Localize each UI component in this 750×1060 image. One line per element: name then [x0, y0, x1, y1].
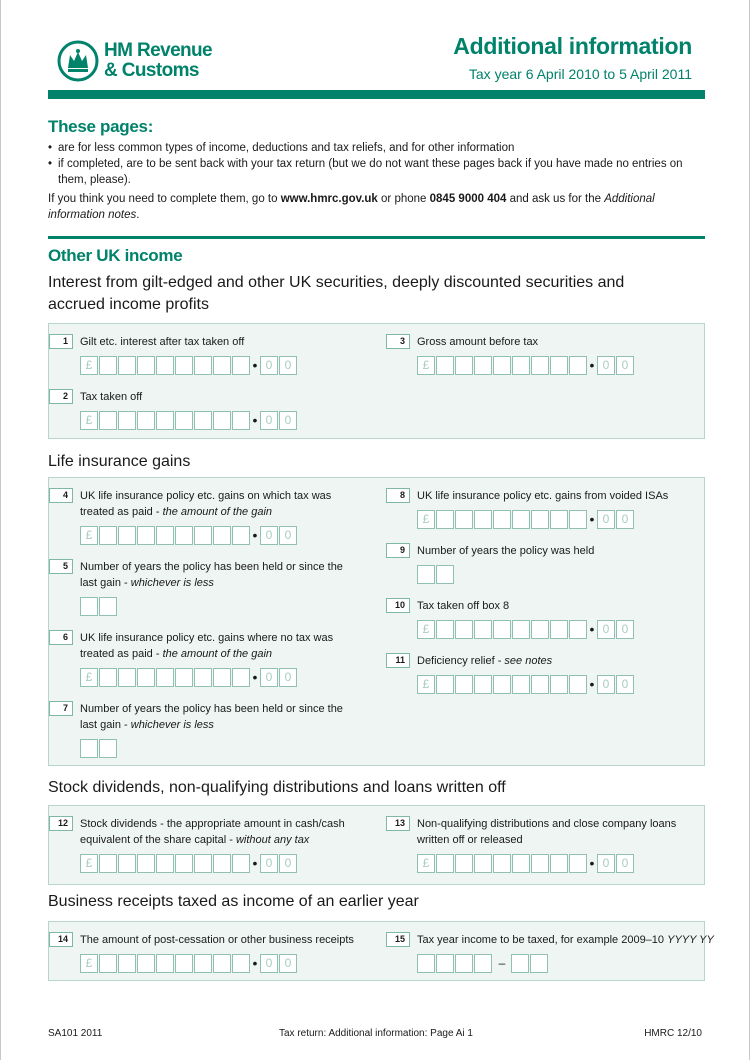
intro-note: If you think you need to complete them, go to www.hmrc.gov.uk or phone 0845 9000 404 and ask us for the Additional information notes. — [48, 193, 655, 221]
digit-cell[interactable] — [99, 854, 117, 873]
pence-cell[interactable]: 0 — [597, 675, 615, 694]
pence-cell[interactable]: 0 — [279, 356, 297, 375]
box-number: 1 — [49, 334, 73, 349]
amount-input-box-1[interactable] — [80, 356, 298, 375]
hmrc-url[interactable]: www.hmrc.gov.uk — [280, 193, 378, 205]
field-label: Tax taken off box 8 — [417, 600, 510, 612]
pound-cell[interactable]: £ — [417, 510, 435, 529]
box-number: 12 — [49, 816, 73, 831]
box-number: 11 — [386, 653, 410, 668]
box-number: 8 — [386, 488, 410, 503]
pence-cell[interactable]: 0 — [279, 954, 297, 973]
intro-heading: These pages: — [48, 117, 154, 136]
digit-cell[interactable] — [512, 854, 530, 873]
field-label: UK life insurance policy etc. gains on which tax was treated as paid - the amount of the gain — [80, 490, 332, 518]
digit-cell[interactable] — [512, 620, 530, 639]
box-number: 6 — [49, 630, 73, 645]
digit-cell[interactable] — [569, 356, 587, 375]
amount-input-box-6[interactable] — [80, 668, 298, 687]
pence-cell[interactable]: 0 — [597, 620, 615, 639]
form-version: HMRC 12/10 — [644, 1028, 702, 1039]
bullet-item: • are for less common types of income, deductions and tax reliefs, and for other information — [48, 140, 708, 156]
digit-cell[interactable] — [455, 510, 473, 529]
digit-cell[interactable] — [137, 356, 155, 375]
digit-cell[interactable] — [493, 675, 511, 694]
digit-cell[interactable] — [175, 411, 193, 430]
digit-cell[interactable] — [118, 356, 136, 375]
box-number: 10 — [386, 598, 410, 613]
pound-cell[interactable]: £ — [80, 668, 98, 687]
digit-cell[interactable] — [436, 565, 454, 584]
field-label: Tax taken off — [80, 391, 143, 403]
field-label: Deficiency relief - see notes — [417, 655, 553, 667]
digit-cell[interactable] — [455, 356, 473, 375]
life-heading: Life insurance gains — [48, 453, 191, 470]
pound-cell[interactable]: £ — [417, 356, 435, 375]
page-label: Tax return: Additional information: Page Ai 1 — [278, 1028, 473, 1039]
crown-badge-icon — [57, 40, 99, 82]
digit-cell[interactable] — [550, 854, 568, 873]
pence-cell[interactable]: 0 — [616, 356, 634, 375]
amount-input-box-3[interactable] — [417, 356, 635, 375]
digit-cell[interactable] — [194, 356, 212, 375]
pence-cell[interactable]: 0 — [260, 668, 278, 687]
decimal-point: • — [252, 357, 258, 373]
box-number: 13 — [386, 816, 410, 831]
digit-cell[interactable] — [232, 854, 250, 873]
digit-cell[interactable] — [118, 668, 136, 687]
digit-cell[interactable] — [175, 526, 193, 545]
digit-cell[interactable] — [80, 739, 98, 758]
digit-cell[interactable] — [550, 510, 568, 529]
decimal-point: • — [252, 955, 258, 971]
year-digit-cell[interactable] — [511, 954, 529, 973]
pence-cell[interactable]: 0 — [260, 411, 278, 430]
pound-cell[interactable]: £ — [80, 356, 98, 375]
page-title: Additional information — [453, 33, 692, 59]
digit-cell[interactable] — [474, 854, 492, 873]
amount-input-box-4[interactable] — [80, 526, 298, 545]
business-panel — [48, 921, 714, 981]
pence-cell[interactable]: 0 — [260, 854, 278, 873]
digit-cell[interactable] — [417, 565, 435, 584]
digit-cell[interactable] — [99, 356, 117, 375]
digit-cell[interactable] — [512, 510, 530, 529]
digit-cell[interactable] — [436, 620, 454, 639]
pence-cell[interactable]: 0 — [597, 854, 615, 873]
pence-cell[interactable]: 0 — [279, 854, 297, 873]
box-number: 5 — [49, 559, 73, 574]
amount-input-box-11[interactable] — [417, 675, 635, 694]
box-number: 9 — [386, 543, 410, 558]
pence-cell[interactable]: 0 — [616, 675, 634, 694]
amount-input-box-13[interactable] — [417, 854, 635, 873]
pound-cell[interactable]: £ — [80, 526, 98, 545]
digit-cell[interactable] — [569, 620, 587, 639]
digit-cell[interactable] — [474, 510, 492, 529]
digit-cell[interactable] — [156, 854, 174, 873]
field-label: UK life insurance policy etc. gains where no tax was treated as paid - the amount of the gain — [80, 632, 334, 660]
digit-cell[interactable] — [569, 675, 587, 694]
field-label: Number of years the policy has been held or since the last gain - whichever is less — [80, 703, 343, 731]
hmrc-logo — [57, 40, 237, 84]
field-label: The amount of post-cessation or other business receipts — [80, 934, 354, 946]
digit-cell[interactable] — [175, 854, 193, 873]
digit-cell[interactable] — [550, 675, 568, 694]
pound-cell[interactable]: £ — [80, 954, 98, 973]
digit-cell[interactable] — [99, 954, 117, 973]
years-input-box-5[interactable] — [80, 597, 118, 616]
digit-cell[interactable] — [493, 510, 511, 529]
digit-cell[interactable] — [137, 954, 155, 973]
digit-cell[interactable] — [493, 356, 511, 375]
amount-input-box-10[interactable] — [417, 620, 635, 639]
digit-cell[interactable] — [531, 675, 549, 694]
box-number: 7 — [49, 701, 73, 716]
digit-cell[interactable] — [493, 620, 511, 639]
digit-cell[interactable] — [175, 668, 193, 687]
digit-cell[interactable] — [474, 356, 492, 375]
digit-cell[interactable] — [531, 854, 549, 873]
digit-cell[interactable] — [232, 954, 250, 973]
digit-cell[interactable] — [175, 954, 193, 973]
digit-cell[interactable] — [137, 668, 155, 687]
phone-number: 0845 9000 404 — [429, 193, 507, 205]
digit-cell[interactable] — [512, 356, 530, 375]
digit-cell[interactable] — [156, 411, 174, 430]
intro-bullets — [48, 140, 708, 188]
pence-cell[interactable]: 0 — [616, 620, 634, 639]
digit-cell[interactable] — [213, 854, 231, 873]
amount-input-box-2[interactable] — [80, 411, 298, 430]
digit-cell[interactable] — [194, 668, 212, 687]
year-digit-cell[interactable] — [530, 954, 548, 973]
digit-cell[interactable] — [156, 954, 174, 973]
decimal-point: • — [589, 855, 595, 871]
digit-cell[interactable] — [99, 668, 117, 687]
digit-cell[interactable] — [455, 675, 473, 694]
year-digit-cell[interactable] — [455, 954, 473, 973]
decimal-point: • — [589, 511, 595, 527]
digit-cell[interactable] — [232, 356, 250, 375]
digit-cell[interactable] — [118, 411, 136, 430]
digit-cell[interactable] — [194, 954, 212, 973]
digit-cell[interactable] — [455, 854, 473, 873]
digit-cell[interactable] — [213, 411, 231, 430]
decimal-point: • — [252, 855, 258, 871]
header-divider — [48, 90, 705, 99]
pence-cell[interactable]: 0 — [260, 356, 278, 375]
pence-cell[interactable]: 0 — [279, 668, 297, 687]
field-label: Gross amount before tax — [417, 336, 539, 348]
pound-cell[interactable]: £ — [80, 854, 98, 873]
digit-cell[interactable] — [232, 526, 250, 545]
tax-year-subtitle: Tax year 6 April 2010 to 5 April 2011 — [468, 66, 692, 82]
pence-cell[interactable]: 0 — [279, 411, 297, 430]
pence-cell[interactable]: 0 — [616, 510, 634, 529]
box-number: 4 — [49, 488, 73, 503]
digit-cell[interactable] — [137, 526, 155, 545]
pence-cell[interactable]: 0 — [597, 356, 615, 375]
form-reference: SA101 2011 — [48, 1028, 103, 1039]
logo-text: HM Revenue & Customs — [104, 40, 213, 81]
gilt-heading: Interest from gilt-edged and other UK securities, deeply discounted securities and accrued income profits — [48, 274, 625, 313]
section-heading: Other UK income — [48, 246, 183, 265]
gilt-panel — [48, 323, 705, 439]
section-divider — [48, 236, 705, 239]
field-label: Tax year income to be taxed, for example 2009–10 YYYY YY — [417, 934, 714, 946]
digit-cell[interactable] — [436, 675, 454, 694]
digit-cell[interactable] — [213, 356, 231, 375]
digit-cell[interactable] — [436, 854, 454, 873]
pence-cell[interactable]: 0 — [260, 954, 278, 973]
digit-cell[interactable] — [436, 510, 454, 529]
digit-cell[interactable] — [118, 854, 136, 873]
digit-cell[interactable] — [474, 675, 492, 694]
pence-cell[interactable]: 0 — [616, 854, 634, 873]
digit-cell[interactable] — [194, 411, 212, 430]
digit-cell[interactable] — [99, 739, 117, 758]
amount-input-box-8[interactable] — [417, 510, 635, 529]
digit-cell[interactable] — [531, 356, 549, 375]
field-label: Number of years the policy has been held or since the last gain - whichever is less — [80, 561, 343, 589]
decimal-point: • — [252, 527, 258, 543]
digit-cell[interactable] — [232, 668, 250, 687]
pound-cell[interactable]: £ — [417, 620, 435, 639]
digit-cell[interactable] — [80, 597, 98, 616]
digit-cell[interactable] — [474, 620, 492, 639]
box-number: 15 — [386, 932, 410, 947]
digit-cell[interactable] — [436, 356, 454, 375]
amount-input-box-14[interactable] — [80, 954, 298, 973]
field-label: Gilt etc. interest after tax taken off — [80, 336, 245, 348]
decimal-point: • — [589, 357, 595, 373]
digit-cell[interactable] — [213, 668, 231, 687]
digit-cell[interactable] — [156, 668, 174, 687]
decimal-point: • — [252, 669, 258, 685]
stock-heading: Stock dividends, non-qualifying distributions and loans written off — [48, 779, 506, 796]
digit-cell[interactable] — [118, 526, 136, 545]
field-label: Number of years the policy was held — [417, 545, 595, 557]
pence-cell[interactable]: 0 — [260, 526, 278, 545]
digit-cell[interactable] — [232, 411, 250, 430]
decimal-point: • — [589, 621, 595, 637]
digit-cell[interactable] — [569, 854, 587, 873]
business-heading: Business receipts taxed as income of an earlier year — [48, 893, 419, 910]
field-label: Non-qualifying distributions and close company loans written off or released — [417, 818, 677, 846]
tax-year-input-box-15[interactable] — [417, 954, 549, 973]
bullet-item: • if completed, are to be sent back with your tax return (but we do not want these pages back if you have made no entries on them, please). — [48, 156, 708, 188]
digit-cell[interactable] — [213, 526, 231, 545]
digit-cell[interactable] — [569, 510, 587, 529]
box-number: 2 — [49, 389, 73, 404]
digit-cell[interactable] — [550, 620, 568, 639]
pound-cell[interactable]: £ — [417, 675, 435, 694]
field-label: Stock dividends - the appropriate amount in cash/cash equivalent of the share capital - without any tax — [80, 818, 345, 846]
amount-input-box-12[interactable] — [80, 854, 298, 873]
digit-cell[interactable] — [194, 526, 212, 545]
digit-cell[interactable] — [493, 854, 511, 873]
decimal-point: • — [589, 676, 595, 692]
digit-cell[interactable] — [156, 526, 174, 545]
digit-cell[interactable] — [531, 510, 549, 529]
digit-cell[interactable] — [156, 356, 174, 375]
pence-cell[interactable]: 0 — [597, 510, 615, 529]
digit-cell[interactable] — [99, 411, 117, 430]
year-digit-cell[interactable] — [417, 954, 435, 973]
digit-cell[interactable] — [175, 356, 193, 375]
digit-cell[interactable] — [194, 854, 212, 873]
digit-cell[interactable] — [550, 356, 568, 375]
year-separator: – — [498, 956, 506, 970]
digit-cell[interactable] — [118, 954, 136, 973]
pound-cell[interactable]: £ — [417, 854, 435, 873]
decimal-point: • — [252, 412, 258, 428]
box-number: 14 — [49, 932, 73, 947]
digit-cell[interactable] — [512, 675, 530, 694]
digit-cell[interactable] — [531, 620, 549, 639]
year-digit-cell[interactable] — [474, 954, 492, 973]
pound-cell[interactable]: £ — [80, 411, 98, 430]
digit-cell[interactable] — [213, 954, 231, 973]
digit-cell[interactable] — [137, 411, 155, 430]
digit-cell[interactable] — [455, 620, 473, 639]
stock-panel — [48, 805, 705, 885]
digit-cell[interactable] — [99, 597, 117, 616]
life-panel — [48, 477, 705, 766]
years-input-box-9[interactable] — [417, 565, 455, 584]
digit-cell[interactable] — [99, 526, 117, 545]
field-label: UK life insurance policy etc. gains from voided ISAs — [417, 490, 669, 502]
year-digit-cell[interactable] — [436, 954, 454, 973]
box-number: 3 — [386, 334, 410, 349]
pence-cell[interactable]: 0 — [279, 526, 297, 545]
digit-cell[interactable] — [137, 854, 155, 873]
years-input-box-7[interactable] — [80, 739, 118, 758]
